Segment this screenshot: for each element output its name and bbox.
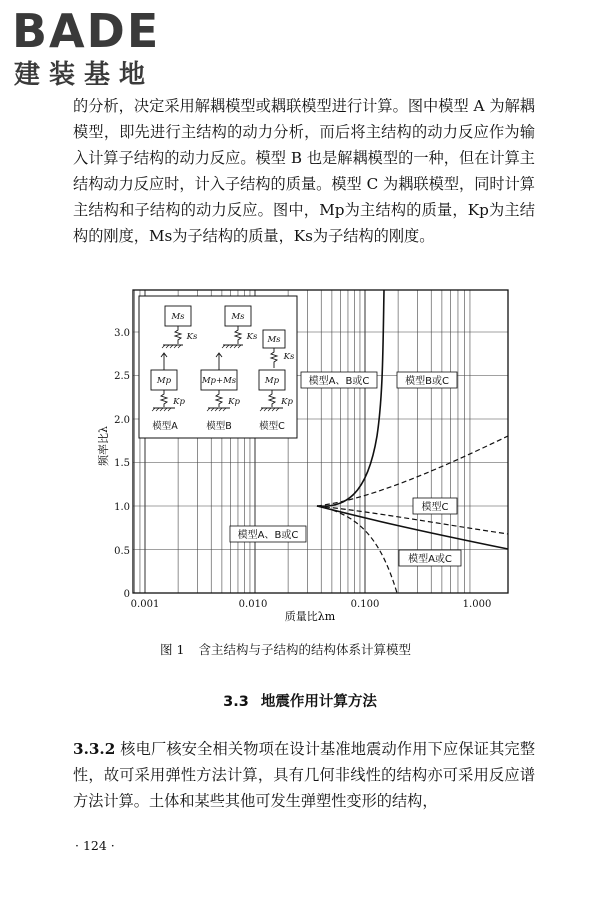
inset-symbol: Ms	[267, 335, 281, 345]
inset-model-a-label: 模型A	[152, 421, 178, 432]
y-tick-label: 2.0	[114, 415, 130, 426]
logo-tagline: 建装基地	[14, 60, 155, 90]
y-axis-label: 频率比λ	[97, 426, 110, 466]
y-tick-label: 2.5	[114, 371, 130, 382]
inset-symbol: Kp	[281, 397, 293, 407]
intro-paragraph: 的分析，决定采用解耦模型或耦联模型进行计算。图中模型 A 为解耦模型，即先进行主结构的动力分析，而后将主结构的动力反应作为输入计算子结构的动力反应。模型 B 也是解耦模型的一种，但在计算主结构动力反应时，计入子结构的质量。模型 C 为耦联模型，同时计算主结构和子结构的动力反应。图中，Mp为主结构的质量，Kp为主结构的刚度，Ms为子结构的质量，Ks为子结构的刚度。	[73, 97, 535, 245]
figure-caption	[160, 640, 425, 658]
figure-caption-text: 含主结构与子结构的结构体系计算模型	[198, 642, 411, 657]
clause-text: 核电厂核安全相关物项在设计基准地震动作用下应保证其完整性，故可采用弹性方法计算，具有几何非线性的结构亦可采用反应谱方法计算。土体和某些其他可发生弹塑性变形的结构，	[73, 740, 536, 810]
y-tick-label: 1.0	[114, 502, 130, 513]
y-tick-label: 0.5	[114, 546, 130, 557]
x-tick-label: 1.000	[462, 599, 492, 610]
label-model-abc-lower: 模型A、B或C	[237, 530, 299, 541]
inset-symbol: Kp	[173, 397, 185, 407]
x-tick-label: 0.001	[130, 599, 160, 610]
clause-number: 3.3.2	[73, 740, 116, 758]
inset-model-c-label: 模型C	[259, 421, 285, 432]
x-axis-label: 质量比λm	[284, 610, 336, 623]
inset-symbol: Mp	[156, 376, 172, 386]
x-tick-label: 0.100	[350, 599, 380, 610]
clause-paragraph	[73, 736, 535, 814]
x-tick-label: 0.010	[238, 599, 268, 610]
curve-upper-dashed	[317, 436, 508, 506]
label-model-a-or-c: 模型A或C	[408, 554, 452, 565]
inset-symbol: Ms	[171, 312, 185, 322]
label-model-c: 模型C	[421, 502, 449, 513]
logo-brand: BADE	[12, 4, 161, 58]
publisher-logo	[12, 6, 182, 92]
curve-lower-dashed	[317, 506, 508, 534]
inset-symbol: Ks	[246, 332, 258, 342]
inset-model-b-label: 模型B	[206, 421, 232, 432]
section-heading	[0, 690, 600, 711]
y-tick-label: 0	[123, 589, 130, 600]
page-number: · 124 ·	[75, 838, 115, 853]
inset-symbol: Mp	[264, 376, 280, 386]
label-model-abc-upper: 模型A、B或C	[308, 376, 370, 387]
figure-number: 图 1	[160, 642, 185, 657]
inset-symbol: Mp+Ms	[201, 376, 237, 386]
label-model-b-or-c: 模型B或C	[405, 376, 449, 387]
model-inset	[139, 296, 297, 438]
inset-symbol: Ks	[283, 352, 295, 362]
section-number: 3.3	[223, 694, 249, 710]
curve-upper-solid	[317, 290, 384, 506]
inset-frame	[139, 296, 297, 438]
inset-symbol: Ks	[186, 332, 198, 342]
inset-symbol: Kp	[228, 397, 240, 407]
section-title: 地震作用计算方法	[260, 694, 377, 710]
inset-symbol: Ms	[231, 312, 245, 322]
y-tick-label: 1.5	[114, 458, 130, 469]
y-tick-label: 3.0	[114, 328, 130, 339]
figure-chart	[95, 286, 515, 626]
curve-lower-solid	[317, 506, 508, 549]
